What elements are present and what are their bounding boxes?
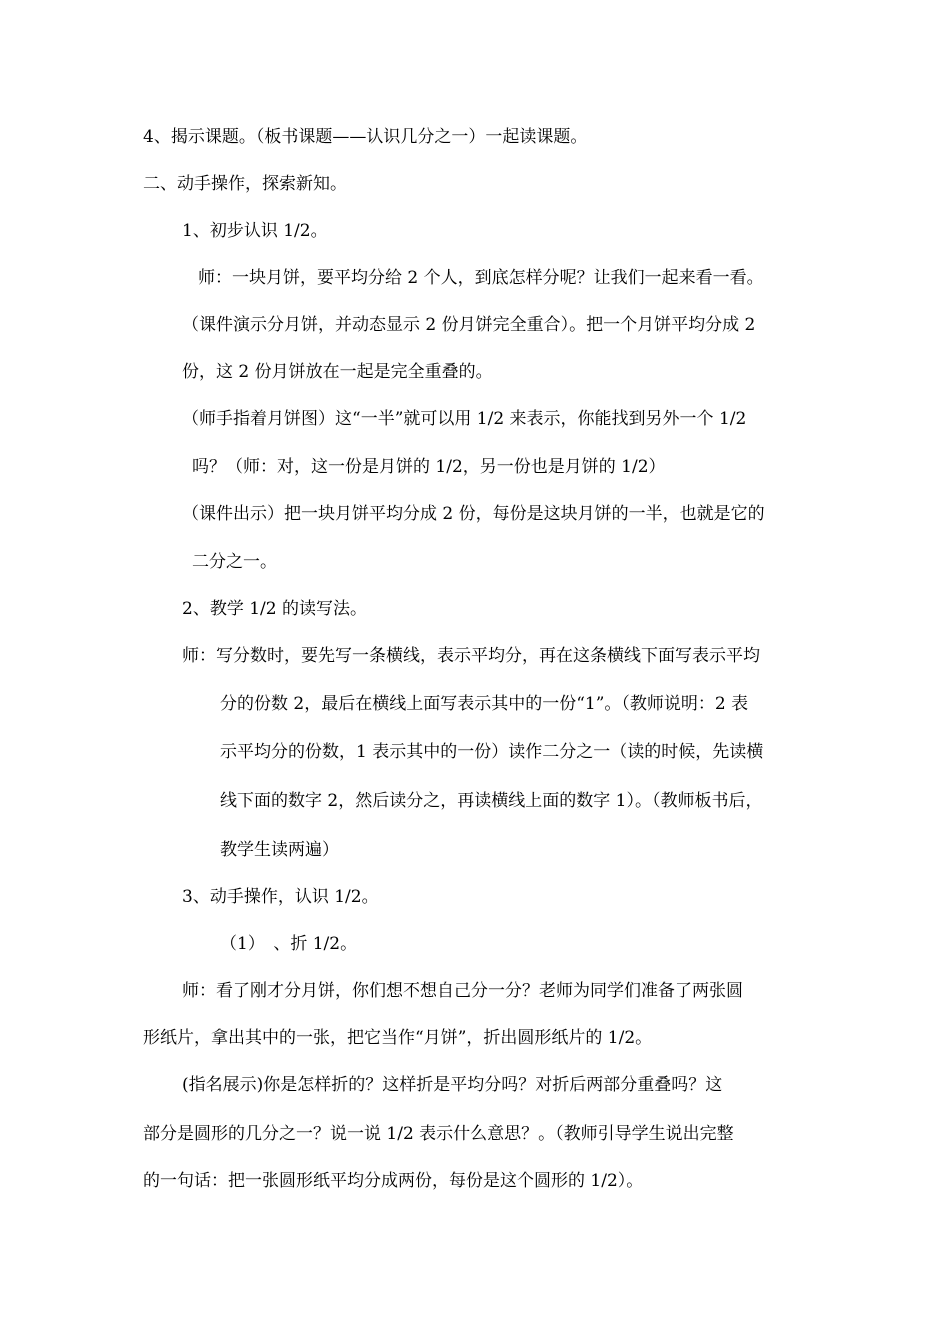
text-line-15: 线下面的数字 2，然后读分之，再读横线上面的数字 1）。（教师板书后， [220,791,763,811]
text-line-10: 二分之一。 [192,552,277,572]
text-line-2: 二、动手操作，探索新知。 [143,174,347,194]
text-line-14: 示平均分的份数，1 表示其中的一份）读作二分之一（读的时候，先读横 [220,742,764,762]
text-line-19: 师：看了刚才分月饼，你们想不想自己分一分？老师为同学们准备了两张圆 [182,981,743,1001]
text-line-1: 4、揭示课题。（板书课题——认识几分之一）一起读课题。 [143,127,588,147]
text-line-12: 师：写分数时，要先写一条横线，表示平均分，再在这条横线下面写表示平均 [182,646,760,666]
text-line-8: 吗？（师：对，这一份是月饼的 1/2，另一份也是月饼的 1/2） [192,457,666,477]
text-line-5: （课件演示分月饼，并动态显示 2 份月饼完全重合）。把一个月饼平均分成 2 [182,315,756,335]
text-line-22: 部分是圆形的几分之一？说一说 1/2 表示什么意思？。（教师引导学生说出完整 [143,1124,734,1144]
text-line-17: 3、动手操作，认识 1/2。 [182,887,379,907]
text-line-13: 分的份数 2，最后在横线上面写表示其中的一份“1”。（教师说明：2 表 [220,694,749,714]
text-line-16: 教学生读两遍） [220,840,339,860]
text-line-7: （师手指着月饼图）这“一半”就可以用 1/2 来表示，你能找到另外一个 1/2 [182,409,747,429]
text-line-9: （课件出示）把一块月饼平均分成 2 份，每份是这块月饼的一半，也就是它的 [182,504,765,524]
text-line-11: 2、教学 1/2 的读写法。 [182,599,367,619]
text-line-20: 形纸片，拿出其中的一张，把它当作“月饼”，折出圆形纸片的 1/2。 [143,1028,653,1048]
text-line-3: 1、初步认识 1/2。 [182,221,328,241]
text-line-23: 的一句话：把一张圆形纸平均分成两份，每份是这个圆形的 1/2）。 [143,1171,644,1191]
text-line-6: 份，这 2 份月饼放在一起是完全重叠的。 [182,362,493,382]
text-line-21: (指名展示)你是怎样折的？这样折是平均分吗？对折后两部分重叠吗？这 [182,1075,723,1095]
text-line-18: （1） 、折 1/2。 [220,934,358,954]
text-line-4: 师：一块月饼，要平均分给 2 个人，到底怎样分呢？让我们一起来看一看。 [198,268,764,288]
